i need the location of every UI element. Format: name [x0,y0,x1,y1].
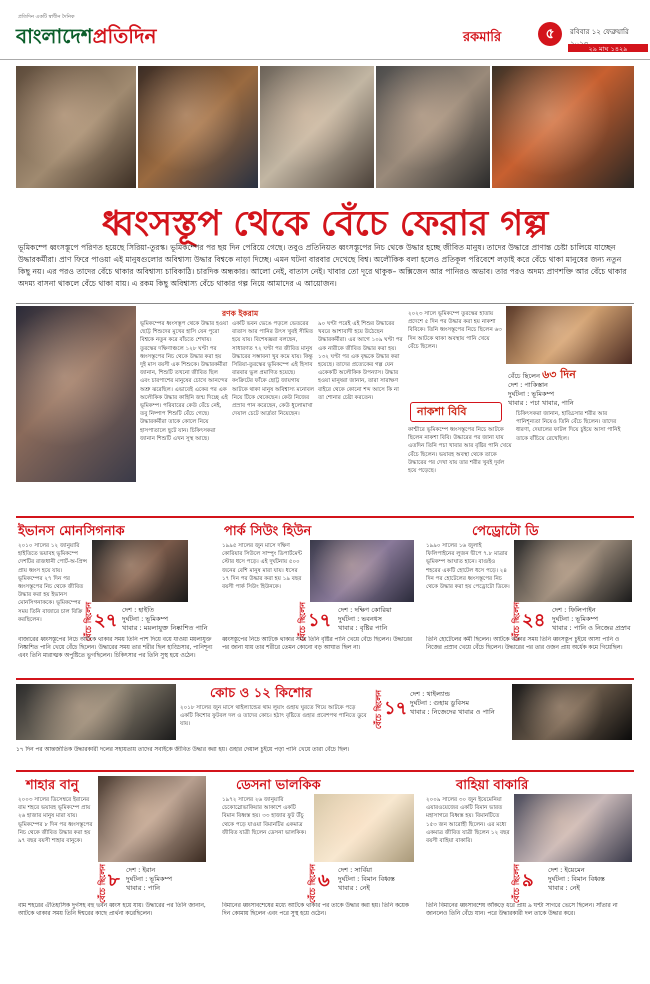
top-story-col1: ভূমিকম্পের ধ্বংসস্তূপ থেকে উদ্ধার হওয়া ছোট্ট শিশুদের মুখের হাসি যেন পুরো বিশ্বকে নতুন করে বাঁচতে শেখায়। তুরস্কের দক্ষিণাঞ্চলে ১২৮ ঘণ্টা পর ধ্বংসস্তূপের নিচ থেকে উদ্ধার করা হয় দুই মাস বয়সী এক শিশুকে। উদ্ধারকর্মীরা জানান, শিশুটি তখনো জীবিত ছিল এবং চারপাশের মানুষের চোখে আনন্দের অশ্রু ঝরেছিল। এভাবেই একের পর এক অলৌকিক উদ্ধার কাহিনি জন্ম দিচ্ছে এই ভূমিকম্প। পরিবারের কেউ বেঁচে নেই, তবু নিষ্পাপ শিশুটি বেঁচে গেছে। উদ্ধারকর্মীরা তাকে কোলে নিয়ে হাসপাতালে ছুটে যান। চিকিৎসকরা জানান শিশুটি এখন সুস্থ আছে। [140,321,228,442]
story-label-thai: বেঁচে ছিলেন [374,690,383,730]
section-divider [16,516,634,518]
top-story-col2: একটি ভবন ভেঙে পড়লে ভেতরের বাতাস আর পানির উৎস খুবই সীমিত হয়ে যায়। বিশেষজ্ঞরা বলছেন, সাধারণত ৭২ ঘণ্টা পর জীবিত মানুষ উদ্ধারের সম্ভাবনা খুব কমে যায়। কিন্তু সিরিয়া-তুরস্কের ভূমিকম্পে এই হিসাব বারবার ভুল প্রমাণিত হয়েছে। কংক্রিটের ফাঁকে ছোট্ট জায়গায় আটকে থাকা মানুষ অবিশ্বাস্য মনোবল নিয়ে টিকে থেকেছেন। কেউ নিজের প্রস্রাব পান করেছেন, কেউ ধুলোমাখা দেয়াল চেটে আর্দ্রতা নিয়েছেন। [232,321,315,418]
story-days-thai: ১৭ [384,698,408,719]
photo-thai-boys [16,684,176,740]
story-title-vesna: ডেসনা ভালকিক [236,778,321,793]
story-days-vesna: ৬ [318,870,330,891]
story-country-shahar: দেশ : ইরান [126,866,156,874]
story-info-thai [410,690,510,717]
story-disaster-evans: দুর্ঘটনা : ভূমিকম্প [122,615,169,623]
main-headline: ধ্বংসস্তূপ থেকে বেঁচে ফেরার গল্প [101,203,549,244]
story-days-shahar: ৮ [108,870,120,891]
story-days-evans: ২৭ [94,610,118,631]
story-label-park: বেঁচে ছিলেন [298,602,307,642]
story-days-pedroto: ২৪ [522,610,546,631]
story-food-thai: খাবার : নিজেদের খাবার ও পানি [410,708,495,716]
story-footer-bahia: তিনি বিমানের ধ্বংসাবশেষ আঁকড়ে ধরে প্রায় ৯ ঘণ্টা সাগরে ভেসে ছিলেন। সাঁতার না জানলেও তিনি বেঁচে যান। পরে উদ্ধারকারী দল তাকে উদ্ধার করে। [426,903,618,918]
story-footer-vesna: বিমানের ধ্বংসাবশেষের মধ্যে আটকে থাকার পর তাকে উদ্ধার করা হয়। তিনি কয়েক দিন কোমায় ছিলেন এবং পরে সুস্থ হয়ে ওঠেন। [222,903,409,918]
photo-pedroto [514,540,632,602]
story-title-pedroto: পেড্রোটো ডি [472,524,539,539]
photo-father-and-child [16,306,136,482]
story-disaster-shahar: দুর্ঘটনা : ভূমিকম্প [126,875,173,883]
story-title-park: পার্ক সিউং হিউন [224,524,312,539]
section-name: রকমারি [463,30,502,45]
story-disaster-vesna: দুর্ঘটনা : বিমান বিধ্বস্ত [338,875,395,883]
story-footer-shahar: বাম শহরের ঐতিহাসিক দুর্গসহ বহু ভবন ধ্বংস হয়ে যায়। উদ্ধারের পর তিনি জানান, আটকে থাকার সময় তিনি ঈশ্বরের কাছে প্রার্থনা করেছিলেন। [18,903,206,918]
story-country-pedroto: দেশ : ফিলিপাইন [552,606,596,614]
story-body-thai: ২০১৮ সালের জুন মাসে থাইল্যান্ডের থাম লুয়াং গুহায় ঘুরতে গিয়ে আটকে পড়ে একটি কিশোর ফুটবল দল ও তাদের কোচ। হঠাৎ বৃষ্টিতে গুহার প্রবেশপথ পানিতে ডুবে যায়। [180,705,367,728]
nakasha-disaster: দুর্ঘটনা : ভূমিকম্প [508,390,555,398]
story-label-shahar: বেঁচে ছিলেন [98,864,107,904]
story-info-pedroto [552,606,634,633]
nakasha-food: খাবার : পচা খাবার, পানি [508,399,574,407]
story-food-bahia: খাবার : নেই [548,884,580,892]
story-country-park: দেশ : দক্ষিণ কোরিয়া [338,606,392,614]
story-country-thai: দেশ : থাইল্যান্ড [410,690,451,698]
section-divider-2 [16,678,634,680]
page-number: ৫ [538,22,562,46]
nakasha-name-tag: নাকশা বিবি [410,402,502,422]
masthead-tagline: প্রতিদিন একটি স্বাধীন দৈনিক [18,14,75,20]
story-title-thai: কোচ ও ১২ কিশোর [210,686,312,701]
story-disaster-thai: দুর্ঘটনা : গুহায় ডুবিসম [410,699,470,707]
story-info-park [338,606,422,633]
top-story-col3: ৯০ ঘণ্টা পরেই এই শিশুর উদ্ধারের খবরে আশাবাদী হয়ে উঠেছেন উদ্ধারকর্মীরা। এর আগে ১০৯ ঘণ্টা পর এক নারীকে জীবিত উদ্ধার করা হয়। ১৩২ ঘণ্টা পর এক বৃদ্ধকে উদ্ধার করা হয়েছে। তাদের প্রত্যেকের গল্প যেন একেকটি অলৌকিক উপন্যাস। উদ্ধার হওয়া মানুষরা জানান, তারা সারাক্ষণ বাইরে থেকে কোনো শব্দ আসে কি না তা শোনার চেষ্টা করতেন। [318,321,403,401]
newspaper-logo: বাংলাদেশপ্রতিদিন [16,24,157,48]
photo-vesna [314,794,414,862]
story-disaster-bahia: দুর্ঘটনা : বিমান বিধ্বস্ত [548,875,605,883]
nakasha-days: ৬৩ দিন [542,368,576,381]
intro-paragraph: ভূমিকম্পে ধ্বংসস্তূপে পরিণত হয়েছে সিরিয়া-তুরস্ক। ভূমিকম্পের পর ছয় দিন পেরিয়ে গেছে। তবুও প্রতিনিয়ত ধ্বংসস্তূপের নিচ থেকে উদ্ধার হচ্ছে জীবিত মানুষ। তাদের উদ্ধারে প্রাণান্ত চেষ্টা চালিয়ে যাচ্ছেন উদ্ধারকর্মীরা। প্রাণ ফিরে পাওয়া এই মানুষগুলোর অবিশ্বাস্য উদ্ধার বিশ্বকে নাড়া দিচ্ছে। এমন ঘটনা বারবার দেখেছে বিশ্ব। অলৌকিক বলা হলেও প্রতিকূল পরিবেশে লড়াই করে বেঁচে থাকা মানুষের জন্য নতুন কিছু নয়। এর পরও তাদের বেঁচে থাকার অবিশ্বাস্য চাবিকাঠি। চারদিক অন্ধকার। আলো নেই, বাতাস নেই। খাবার তো দূরে থাকুক– অক্সিজেন আর পানিরও অভাব। তার পরও অদম্য প্রাণশক্তি আর বেঁচে থাকার অদম্য বাসনা থাকলে বেঁচে থাকা যায়। এ রকম কিছু অবিশ্বাস্য বেঁচে থাকার গল্প নিয়ে আমাদের এ আয়োজন। [18,243,627,288]
issue-date: রবিবার ১২ ফেব্রুয়ারি [570,28,629,36]
nakasha-days-label: বেঁচে ছিলেন [508,372,541,380]
story-info-vesna [338,866,420,893]
story-food-pedroto: খাবার : পানি ও নিজের প্রস্রাব [552,624,631,632]
story-days-park: ১৭ [308,610,332,631]
nakasha-info [508,370,632,408]
story-food-shahar: খাবার : পানি [126,884,161,892]
photo-rescued-man [376,66,490,188]
story-body-shahar: ২০০৩ সালের ডিসেম্বরে ইরানের বাম শহরে ভয়াবহ ভূমিকম্পে প্রায় ২৬ হাজার মানুষ মারা যায়। ভূমিকম্পের ৮ দিন পর ধ্বংসস্তূপের নিচ থেকে জীবিত উদ্ধার করা হয় ৯৭ বছর বয়সী শাহার বানুকে। [18,797,93,845]
story-label-pedroto: বেঁচে ছিলেন [512,602,521,642]
story-info-shahar [126,866,212,893]
story-label-bahia: বেঁচে ছিলেন [512,864,521,904]
byline: রণক ইকরাম [222,309,259,318]
story-body-park: ১৯৯৫ সালের জুন মাসে দক্ষিণ কোরিয়ার সিউলে সাম্পুং ডিপার্টমেন্ট স্টোর ধসে পড়ে। এই দুর্ঘটনায় ৫০০ জনের বেশি মানুষ মারা যায়। ধসের ১৭ দিন পর উদ্ধার করা হয় ১৯ বছর বয়সী পার্ক সিউং হিউনকে। [222,543,303,591]
story-country-bahia: দেশ : ইয়েমেন [548,866,585,874]
story-disaster-park: দুর্ঘটনা : ভবনধস [338,615,382,623]
nakasha-country: দেশ : পাকিস্তান [508,381,548,389]
nakasha-body-2: চিকিৎসকরা জানান, হাড্ডিসার শরীর আর পানিশূন্যতা নিয়েও তিনি বেঁচে ছিলেন। তাদের ধারণা, দেয়ালের ফাটল দিয়ে চুইয়ে আসা পানিই তাকে বাঁচিয়ে রেখেছিল। [516,411,621,442]
photo-rescued-child [16,66,136,188]
story-footer-pedroto: তিনি হোটেলের কর্মী ছিলেন। আটকে থাকার সময় তিনি ধ্বংসস্তূপ চুইয়ে আসা পানি ও নিজের প্রস্রাব খেয়ে বেঁচে ছিলেন। উদ্ধারের পর তার ওজন প্রায় অর্ধেক কমে গিয়েছিল। [426,637,623,652]
story-title-evans: ইভানস মোনসিগনাক [18,524,125,539]
photo-rubble-rescue [260,66,374,188]
story-footer-park: ধ্বংসস্তূপের নিচে আটকে থাকার সময় তিনি বৃষ্টির পানি খেয়ে বেঁচে ছিলেন। উদ্ধারের পর জানা যায় তার শরীরে তেমন কোনো বড় আঘাত ছিল না। [222,637,413,652]
story-days-bahia: ৯ [522,870,534,891]
story-title-bahia: বাহিয়া বাকারি [456,778,529,793]
story-country-evans: দেশ : হাইতি [122,606,155,614]
photo-cave-rescue [512,684,632,740]
masthead [0,0,650,60]
story-label-evans: বেঁচে ছিলেন [84,602,93,642]
story-body-bahia: ২০০৯ সালের ৩০ জুন ইয়েমেনিয়া এয়ারওয়েজের একটি বিমান ভারত মহাসাগরে বিধ্বস্ত হয়। বিমানটিতে ১৫৩ জন আরোহী ছিলেন। এর মধ্যে একমাত্র জীবিত যাত্রী ছিলেন ১২ বছর বয়সী বাহিয়া বাকারি। [426,797,510,845]
story-body-pedroto: ১৯৯০ সালের ১৬ জুলাই ফিলিপাইনের লুজন দ্বীপে ৭.৮ মাত্রার ভূমিকম্প আঘাত হানে। বাগুইও শহরের একটি হোটেল ধসে পড়ে। ২৪ দিন পর হোটেলের ধ্বংসস্তূপের নিচ থেকে উদ্ধার করা হয় পেড্রোটো ডিকে। [426,543,510,591]
story-food-park: খাবার : বৃষ্টির পানি [338,624,388,632]
divider [16,303,634,304]
section-divider-3 [16,770,634,772]
photo-shahar-banu [98,776,206,862]
story-info-bahia [548,866,634,893]
story-footer-evans: বাজারের ধ্বংসস্তূপের নিচে আটকে থাকার সময় তিনি পাশ দিয়ে বয়ে যাওয়া ময়লাযুক্ত নিষ্কাশিত পানি খেয়ে বেঁচে ছিলেন। উদ্ধারের সময় তার শরীর ছিল হাড্ডিসার, পানিশূন্য এবং তিনি মারাত্মক অপুষ্টিতে ভুগছিলেন। চিকিৎসার পর তিনি সুস্থ হয়ে ওঠেন। [18,637,213,660]
issue-bangla-date: ২৯ মাঘ ১৪২৯ [588,45,628,53]
photo-bahia [514,794,632,862]
photo-evans [92,540,188,602]
photo-stretcher [492,66,634,188]
story-food-vesna: খাবার : নেই [338,884,370,892]
story-title-shahar: শাহার বানু [26,778,79,793]
photo-park [310,540,414,602]
story-info-evans [122,606,212,633]
story-food-evans: খাবার : ময়লাযুক্ত নিষ্কাশিত পানি [122,624,208,632]
photo-nakasha-bibi [506,306,632,364]
story-country-vesna: দেশ : সার্বিয়া [338,866,373,874]
photo-rescuers-carrying [138,66,258,188]
story-body-evans: ২০১০ সালের ১২ জানুয়ারি হাইতিতে ভয়াবহ ভূমিকম্পে দেশটির রাজধানী পোর্ট-অ-প্রিন্স প্রায় ধ্বংস হয়ে যায়। ভূমিকম্পের ২৭ দিন পর ধ্বংসস্তূপের নিচ থেকে জীবিত উদ্ধার করা হয় ইভানস মোনসিগনাককে। ভূমিকম্পের সময় তিনি বাজারে চাল বিক্রি করছিলেন। [18,543,87,623]
story-footer-thai: ১৭ দিন পর আন্তর্জাতিক উদ্ধারকারী দলের সহায়তায় তাদের সবাইকে জীবিত উদ্ধার করা হয়। গুহার দেয়াল চুইয়ে পড়া পানি খেয়ে তারা বেঁচে ছিল। [16,747,350,753]
story-label-vesna: বেঁচে ছিলেন [308,864,317,904]
story-disaster-pedroto: দুর্ঘটনা : ভূমিকম্প [552,615,599,623]
nakasha-intro: ২০২৩ সালে ভূমিকম্পে তুরস্কের হাতায় প্রদেশে ৫ দিন পর উদ্ধার করা হয় নাকশা বিবিকে। তিনি ধ্বংসস্তূপের নিচে ছিলেন ৬৩ দিন আটকে থাকা অবস্থায় পানি খেয়ে বেঁচে ছিলেন। [408,311,502,350]
nakasha-body: কাশ্মীরে ভূমিকম্পে ধ্বংসস্তূপের নিচে আটকে ছিলেন নাকশা বিবি। উদ্ধারের পর জানা যায় এতদিন তিনি পচা খাবার আর বৃষ্টির পানি খেয়ে বেঁচে ছিলেন। ভয়াবহ অবস্থা থেকে তাকে উদ্ধারের পর দেখা যায় তার শরীর খুবই দুর্বল হয়ে পড়েছে। [408,427,512,475]
story-body-vesna: ১৯৭২ সালের ২৬ জানুয়ারি চেকোস্লোভাকিয়ার আকাশে একটি বিমান বিধ্বস্ত হয়। ৩৩ হাজার ফুট উঁচু থেকে পড়ে যাওয়া বিমানটির একমাত্র জীবিত যাত্রী ছিলেন ডেসনা ভালকিক। [222,797,307,836]
